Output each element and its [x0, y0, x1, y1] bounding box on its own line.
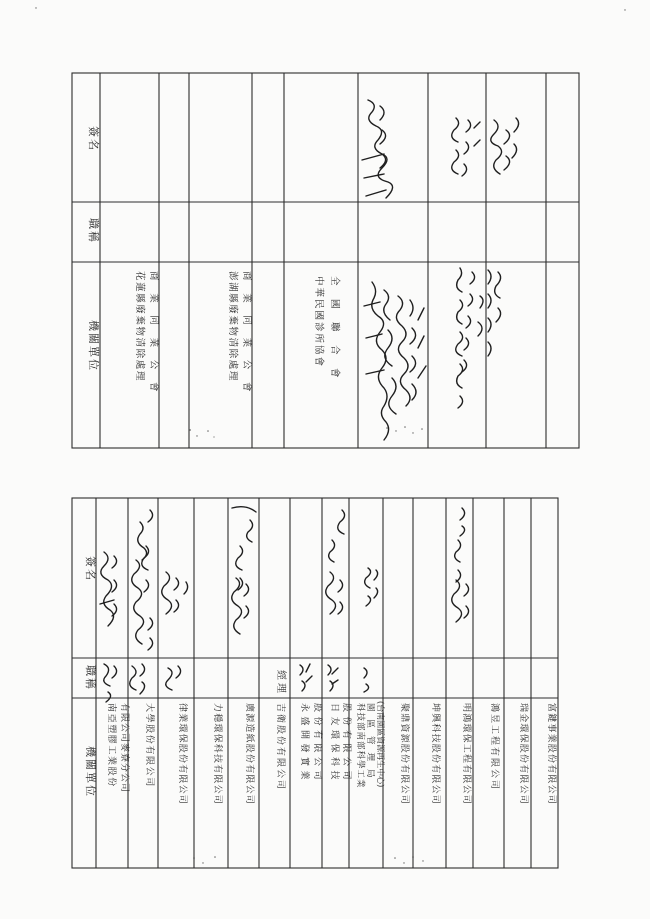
bottom-row3-org: 律業環保股份有限公司 — [177, 703, 187, 806]
bottom-row11-org: 坤興科技股份有限公司 — [430, 703, 440, 806]
top-handwritten-org-note-1 — [364, 282, 396, 440]
bottom-signature-row5 — [232, 507, 256, 634]
bottom-sign-in-table — [72, 498, 558, 868]
bottom-row1-org-line2: 有限公司麥寮分公司 — [119, 703, 129, 794]
top-signature-row6 — [452, 118, 480, 176]
top-header-title: 職稱 — [87, 218, 100, 244]
bottom-header-title: 職稱 — [84, 665, 97, 691]
top-header-sign: 簽名 — [87, 126, 100, 152]
bottom-signature-row12 — [452, 508, 469, 622]
bottom-row9-org-line2: 園區管理局 — [365, 703, 375, 786]
bottom-row12-org: 明鴻環保工程有限公司 — [461, 703, 471, 806]
bottom-row7-org-line2: 股份有限公司 — [312, 703, 322, 785]
bottom-row8-org-line1: 日友環保科技 — [329, 703, 339, 785]
bottom-row9-org-line3: (台南園區資源再生中心) — [376, 701, 385, 788]
bottom-signature-row8 — [326, 510, 345, 614]
bottom-handwritten-titles — [104, 664, 369, 702]
bottom-row6-org: 吉衛股份有限公司 — [275, 703, 285, 792]
top-row3-org-line2: 商 業 同 業 公 會 — [241, 271, 252, 394]
bottom-header-sign: 簽名 — [84, 556, 97, 582]
top-row1-org-line2: 商 業 同 業 公 會 — [148, 271, 159, 394]
bottom-signature-row2 — [132, 510, 153, 650]
top-sign-in-table — [72, 73, 579, 448]
bottom-row9-org-line1: 科技部南部科學工業 — [355, 703, 365, 789]
top-row5-org-line1: 中華民國診所協會 — [313, 276, 324, 369]
top-row3-org-line1: 澎湖縣廢棄物清除處理 — [227, 271, 238, 383]
top-header-org: 機關單位 — [87, 320, 100, 372]
bottom-row4-org: 力穩環保科技有限公司 — [212, 703, 222, 806]
bottom-row6-title: 經理 — [275, 670, 286, 696]
bottom-row8-org-line2: 股份有限公司 — [341, 703, 351, 785]
top-row5-org-line2: 全 國 聯 合 會 — [329, 276, 340, 380]
top-handwritten-org-note-2 — [396, 296, 426, 406]
top-handwritten-org-note-3 — [456, 268, 501, 408]
bottom-row14-org: 瑞金環保股份有限公司 — [518, 703, 528, 806]
bottom-signature-row9 — [365, 568, 378, 606]
top-signature-row7 — [491, 118, 519, 174]
bottom-row5-org: 廣源造紙股份有限公司 — [244, 703, 254, 806]
bottom-signature-row3 — [162, 572, 188, 614]
bottom-row10-org: 聚鼎資源股份有限公司 — [399, 703, 409, 806]
top-signature-row5 — [362, 100, 393, 198]
bottom-header-org: 機關單位 — [84, 746, 97, 798]
top-row1-org-line1: 花蓮縣廢棄物清除處理 — [134, 271, 145, 383]
bottom-row1-org-line1: 南亞塑膠工業股份 — [106, 703, 116, 788]
bottom-row15-org: 富鍵事業股份有限公司 — [546, 703, 556, 806]
bottom-row2-org: 大學股份有限公司 — [144, 703, 154, 788]
bottom-signature-row1 — [100, 552, 117, 626]
bottom-row7-org-line1: 永盛開發實業 — [299, 703, 309, 785]
bottom-row13-org: 鴻昱工程有限公司 — [489, 703, 499, 792]
